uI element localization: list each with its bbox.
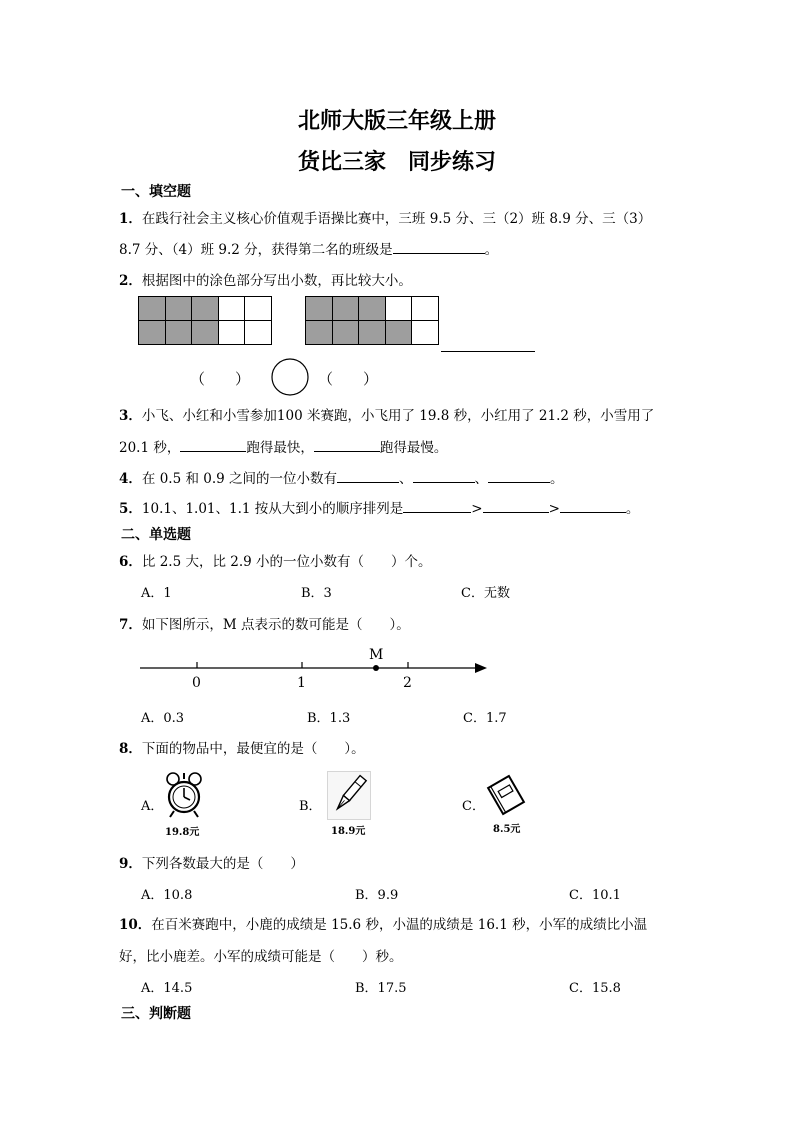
question-text: 比 2.5 大，比 2.9 小的一位小数有（ ）个。 (141, 554, 432, 570)
separator: 、 (399, 471, 413, 487)
question-text: 10.1、1.01、1.1 按从大到小的顺序排列是 (141, 501, 404, 517)
question-number: 9． (119, 856, 142, 872)
question-1-line2 (119, 238, 498, 258)
question-text: 在 0.5 和 0.9 之间的一位小数有 (141, 471, 338, 487)
question-number: 7． (119, 617, 142, 633)
answer-blank[interactable] (483, 498, 549, 513)
question-text: 8.7 分、（4）班 9.2 分，获得第二名的班级是 (119, 242, 393, 258)
option-a[interactable]: A．10.8 (141, 888, 193, 903)
option-b[interactable]: B．9.9 (355, 888, 399, 903)
question-10-line2 (119, 945, 403, 965)
question-1 (119, 207, 651, 227)
question-number: 6． (119, 554, 142, 570)
option-a[interactable]: A．14.5 (141, 981, 193, 996)
option-b[interactable]: B．1.3 (307, 711, 351, 726)
greater-than: > (548, 501, 560, 517)
question-10 (119, 913, 647, 933)
option-a[interactable]: A．1 (141, 586, 172, 601)
answer-blank[interactable] (314, 437, 380, 452)
punctuation: 。 (550, 471, 564, 487)
answer-blank[interactable] (413, 468, 475, 483)
tick-label-0: 0 (192, 675, 201, 691)
answer-blank[interactable] (180, 437, 246, 452)
shaded-grid-left (138, 296, 272, 345)
shaded-grid-right (305, 296, 439, 345)
question-text: 20.1 秒， (119, 440, 181, 456)
answer-blank[interactable] (403, 498, 471, 513)
answer-blank[interactable] (337, 468, 399, 483)
question-number: 8． (119, 741, 142, 757)
option-c[interactable]: C．1.7 (463, 711, 507, 726)
question-number: 5． (119, 501, 142, 517)
point-m (373, 665, 379, 671)
question-number: 3． (119, 408, 142, 424)
answer-line[interactable] (441, 351, 535, 352)
compare-circle[interactable] (270, 357, 310, 397)
question-8 (119, 737, 365, 757)
question-text: 在践行社会主义核心价值观手语操比赛中，三班 9.5 分、三（2）班 8.9 分、三（3） (141, 211, 652, 227)
question-number: 2． (119, 273, 142, 289)
question-text: 跑得最快， (246, 440, 314, 456)
question-4 (119, 467, 564, 487)
option-c[interactable]: C． (462, 799, 485, 814)
tick-label-1: 1 (297, 675, 306, 691)
question-text: 下列各数最大的是（ ） (141, 856, 304, 872)
tick-label-2: 2 (403, 675, 412, 691)
answer-paren-right[interactable]: （ ） (318, 370, 379, 388)
question-text: 在百米赛跑中，小鹿的成绩是 15.6 秒，小温的成绩是 16.1 秒，小军的成绩比小温 (151, 917, 648, 933)
alarm-clock-icon (163, 771, 205, 821)
price-label-clock: 19.8元 (165, 827, 200, 838)
section-true-false: 三、判断题 (121, 1006, 191, 1022)
separator: 、 (474, 471, 489, 487)
label-m: M (369, 647, 384, 663)
question-3-line2 (119, 436, 447, 456)
answer-blank[interactable] (560, 498, 626, 513)
option-b[interactable]: B．17.5 (355, 981, 407, 996)
punctuation: 。 (484, 242, 499, 258)
answer-blank[interactable] (393, 239, 485, 254)
question-7 (119, 613, 410, 633)
question-2 (119, 269, 412, 289)
question-text: 好，比小鹿差。小军的成绩可能是（ ）秒。 (119, 949, 403, 965)
price-label-pen: 18.9元 (331, 826, 366, 837)
fountain-pen-icon (327, 771, 371, 821)
price-label-notebook: 8.5元 (493, 824, 521, 835)
question-9 (119, 852, 304, 872)
greater-than: > (471, 501, 483, 517)
option-c[interactable]: C．无数 (461, 586, 510, 601)
number-line (135, 642, 495, 692)
question-number: 1． (119, 211, 142, 227)
option-b[interactable]: B． (299, 799, 322, 814)
section-single-choice: 二、单选题 (121, 527, 191, 543)
question-text: 下面的物品中，最便宜的是（ ）。 (141, 741, 365, 757)
question-number: 10． (119, 917, 152, 933)
option-a[interactable]: A． (141, 799, 164, 814)
question-6 (119, 550, 432, 570)
option-c[interactable]: C．15.8 (569, 981, 621, 996)
question-text: 小飞、小红和小雪参加100 米赛跑，小飞用了 19.8 秒，小红用了 21.2 秒，小雪用了 (141, 408, 655, 424)
question-text: 跑得最慢。 (379, 440, 448, 456)
section-fill-in: 一、填空题 (121, 184, 191, 200)
question-text: 根据图中的涂色部分写出小数，再比较大小。 (141, 273, 412, 289)
question-number: 4． (119, 471, 142, 487)
page-title: 北师大版三年级上册 (297, 109, 496, 134)
option-c[interactable]: C．10.1 (569, 888, 621, 903)
answer-paren-left[interactable]: （ ） (190, 370, 251, 388)
option-b[interactable]: B．3 (301, 586, 332, 601)
option-a[interactable]: A．0.3 (141, 711, 185, 726)
question-5 (119, 497, 639, 517)
question-text: 如下图所示，M 点表示的数可能是（ ）。 (141, 617, 410, 633)
question-3 (119, 404, 654, 424)
punctuation: 。 (625, 501, 640, 517)
notebook-icon (485, 774, 527, 816)
answer-blank[interactable] (488, 468, 550, 483)
page-subtitle: 货比三家 同步练习 (297, 150, 496, 175)
